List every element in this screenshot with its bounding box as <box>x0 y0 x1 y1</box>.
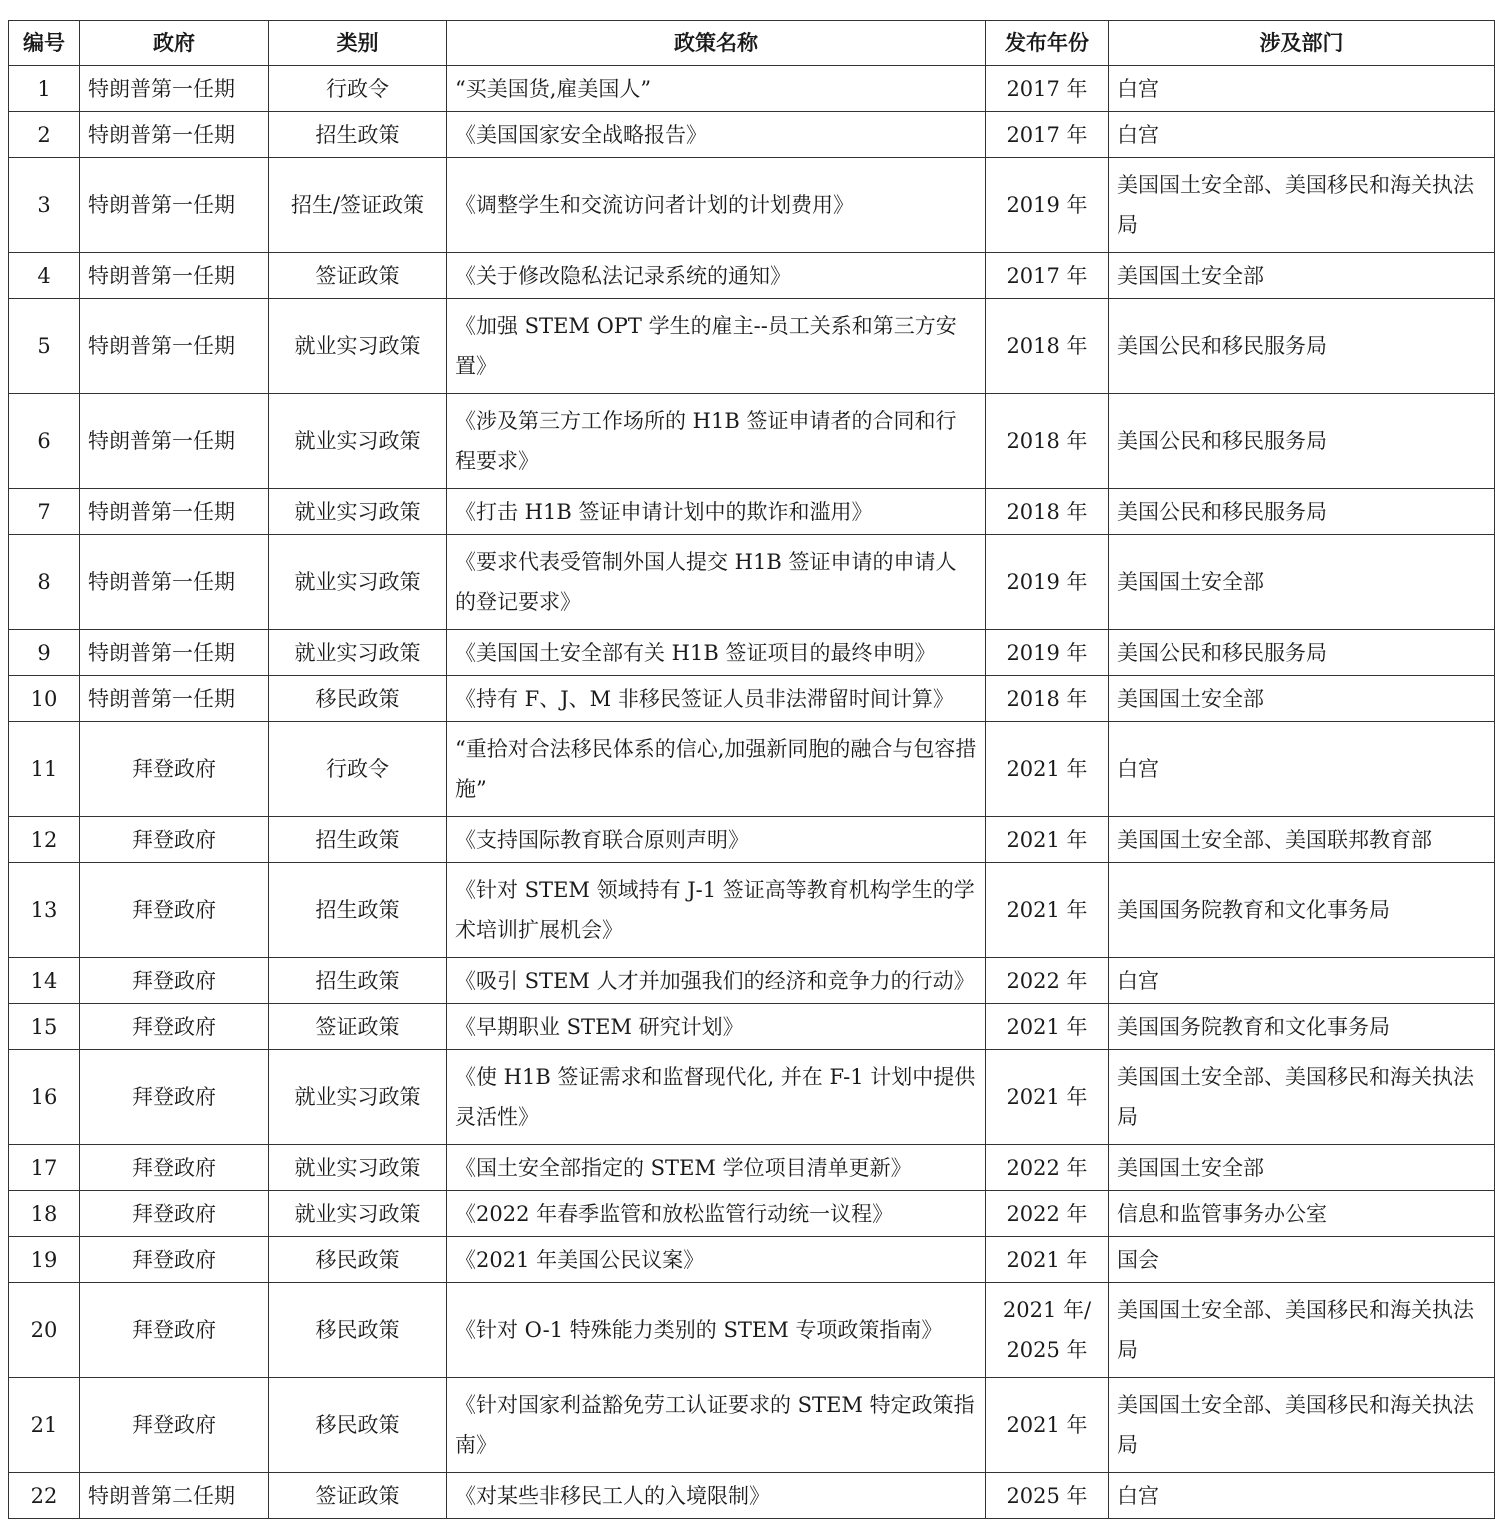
cell-policy-name: 《要求代表受管制外国人提交 H1B 签证申请的申请人的登记要求》 <box>447 535 986 630</box>
table-row <box>9 722 1495 817</box>
cell-category: 就业实习政策 <box>269 299 447 394</box>
cell-government: 拜登政府 <box>80 1378 269 1473</box>
cell-government: 拜登政府 <box>80 1191 269 1237</box>
cell-department: 白宫 <box>1109 722 1495 817</box>
cell-year: 2019 年 <box>986 158 1109 253</box>
cell-no: 1 <box>9 66 80 112</box>
cell-year: 2022 年 <box>986 958 1109 1004</box>
cell-government: 特朗普第一任期 <box>80 66 269 112</box>
cell-category: 行政令 <box>269 66 447 112</box>
cell-year: 2021 年 <box>986 1237 1109 1283</box>
cell-year: 2017 年 <box>986 112 1109 158</box>
cell-department: 美国国土安全部 <box>1109 676 1495 722</box>
cell-department: 美国国土安全部、美国移民和海关执法局 <box>1109 158 1495 253</box>
table-row <box>9 1191 1495 1237</box>
cell-department: 美国国土安全部 <box>1109 535 1495 630</box>
cell-category: 移民政策 <box>269 1378 447 1473</box>
cell-year: 2017 年 <box>986 66 1109 112</box>
cell-government: 拜登政府 <box>80 1283 269 1378</box>
cell-year: 2025 年 <box>986 1473 1109 1519</box>
cell-category: 就业实习政策 <box>269 1145 447 1191</box>
cell-policy-name: 《持有 F、J、M 非移民签证人员非法滞留时间计算》 <box>447 676 986 722</box>
cell-government: 拜登政府 <box>80 863 269 958</box>
cell-policy-name: 《支持国际教育联合原则声明》 <box>447 817 986 863</box>
table-row <box>9 630 1495 676</box>
cell-policy-name: “买美国货,雇美国人” <box>447 66 986 112</box>
cell-policy-name: 《针对国家利益豁免劳工认证要求的 STEM 特定政策指南》 <box>447 1378 986 1473</box>
table-row <box>9 394 1495 489</box>
cell-no: 2 <box>9 112 80 158</box>
cell-policy-name: 《调整学生和交流访问者计划的计划费用》 <box>447 158 986 253</box>
table-row <box>9 112 1495 158</box>
cell-category: 招生政策 <box>269 958 447 1004</box>
table-row <box>9 253 1495 299</box>
cell-year: 2017 年 <box>986 253 1109 299</box>
cell-no: 9 <box>9 630 80 676</box>
cell-government: 拜登政府 <box>80 817 269 863</box>
cell-year: 2019 年 <box>986 535 1109 630</box>
cell-category: 招生政策 <box>269 817 447 863</box>
cell-category: 招生/签证政策 <box>269 158 447 253</box>
cell-no: 5 <box>9 299 80 394</box>
cell-category: 移民政策 <box>269 1237 447 1283</box>
table-row <box>9 489 1495 535</box>
cell-category: 就业实习政策 <box>269 630 447 676</box>
header-year: 发布年份 <box>986 21 1109 66</box>
table-row <box>9 1145 1495 1191</box>
cell-government: 特朗普第一任期 <box>80 630 269 676</box>
table-row <box>9 863 1495 958</box>
cell-no: 4 <box>9 253 80 299</box>
table-row <box>9 817 1495 863</box>
cell-department: 美国公民和移民服务局 <box>1109 489 1495 535</box>
cell-department: 美国公民和移民服务局 <box>1109 630 1495 676</box>
cell-no: 22 <box>9 1473 80 1519</box>
cell-category: 就业实习政策 <box>269 535 447 630</box>
cell-category: 签证政策 <box>269 1473 447 1519</box>
table-row <box>9 158 1495 253</box>
cell-department: 白宫 <box>1109 958 1495 1004</box>
cell-department: 白宫 <box>1109 112 1495 158</box>
cell-no: 16 <box>9 1050 80 1145</box>
cell-department: 美国国土安全部、美国移民和海关执法局 <box>1109 1050 1495 1145</box>
header-no: 编号 <box>9 21 80 66</box>
cell-year: 2022 年 <box>986 1191 1109 1237</box>
cell-policy-name: “重拾对合法移民体系的信心,加强新同胞的融合与包容措施” <box>447 722 986 817</box>
cell-no: 6 <box>9 394 80 489</box>
cell-government: 特朗普第一任期 <box>80 489 269 535</box>
cell-policy-name: 《涉及第三方工作场所的 H1B 签证申请者的合同和行程要求》 <box>447 394 986 489</box>
cell-policy-name: 《加强 STEM OPT 学生的雇主--员工关系和第三方安置》 <box>447 299 986 394</box>
cell-policy-name: 《吸引 STEM 人才并加强我们的经济和竞争力的行动》 <box>447 958 986 1004</box>
cell-government: 拜登政府 <box>80 1145 269 1191</box>
cell-no: 19 <box>9 1237 80 1283</box>
cell-department: 美国公民和移民服务局 <box>1109 299 1495 394</box>
cell-category: 就业实习政策 <box>269 1191 447 1237</box>
cell-year: 2018 年 <box>986 299 1109 394</box>
cell-government: 特朗普第一任期 <box>80 394 269 489</box>
cell-government: 特朗普第一任期 <box>80 112 269 158</box>
cell-no: 20 <box>9 1283 80 1378</box>
cell-department: 美国公民和移民服务局 <box>1109 394 1495 489</box>
cell-department: 白宫 <box>1109 66 1495 112</box>
cell-department: 国会 <box>1109 1237 1495 1283</box>
cell-category: 招生政策 <box>269 863 447 958</box>
cell-policy-name: 《针对 STEM 领域持有 J-1 签证高等教育机构学生的学术培训扩展机会》 <box>447 863 986 958</box>
cell-department: 白宫 <box>1109 1473 1495 1519</box>
cell-no: 10 <box>9 676 80 722</box>
cell-department: 美国国土安全部 <box>1109 1145 1495 1191</box>
cell-category: 就业实习政策 <box>269 394 447 489</box>
cell-category: 招生政策 <box>269 112 447 158</box>
cell-no: 21 <box>9 1378 80 1473</box>
cell-year: 2019 年 <box>986 630 1109 676</box>
cell-policy-name: 《美国国家安全战略报告》 <box>447 112 986 158</box>
cell-year: 2021 年/ 2025 年 <box>986 1283 1109 1378</box>
cell-no: 11 <box>9 722 80 817</box>
cell-policy-name: 《关于修改隐私法记录系统的通知》 <box>447 253 986 299</box>
cell-policy-name: 《针对 O-1 特殊能力类别的 STEM 专项政策指南》 <box>447 1283 986 1378</box>
table-header-row <box>9 21 1495 66</box>
cell-policy-name: 《美国国土安全部有关 H1B 签证项目的最终申明》 <box>447 630 986 676</box>
table-row <box>9 958 1495 1004</box>
cell-no: 7 <box>9 489 80 535</box>
cell-no: 15 <box>9 1004 80 1050</box>
cell-year: 2021 年 <box>986 722 1109 817</box>
cell-government: 拜登政府 <box>80 1237 269 1283</box>
cell-government: 拜登政府 <box>80 1004 269 1050</box>
table-row <box>9 1050 1495 1145</box>
table-row <box>9 535 1495 630</box>
header-category: 类别 <box>269 21 447 66</box>
cell-year: 2021 年 <box>986 1378 1109 1473</box>
cell-no: 13 <box>9 863 80 958</box>
cell-year: 2021 年 <box>986 817 1109 863</box>
cell-no: 12 <box>9 817 80 863</box>
cell-department: 美国国土安全部、美国联邦教育部 <box>1109 817 1495 863</box>
cell-year: 2018 年 <box>986 489 1109 535</box>
cell-no: 3 <box>9 158 80 253</box>
cell-department: 美国国土安全部 <box>1109 253 1495 299</box>
cell-department: 美国国务院教育和文化事务局 <box>1109 1004 1495 1050</box>
cell-policy-name: 《打击 H1B 签证申请计划中的欺诈和滥用》 <box>447 489 986 535</box>
cell-government: 特朗普第一任期 <box>80 676 269 722</box>
cell-policy-name: 《早期职业 STEM 研究计划》 <box>447 1004 986 1050</box>
cell-policy-name: 《使 H1B 签证需求和监督现代化, 并在 F-1 计划中提供灵活性》 <box>447 1050 986 1145</box>
cell-category: 就业实习政策 <box>269 489 447 535</box>
header-government: 政府 <box>80 21 269 66</box>
cell-policy-name: 《2021 年美国公民议案》 <box>447 1237 986 1283</box>
table-row <box>9 1004 1495 1050</box>
table-row <box>9 1237 1495 1283</box>
cell-category: 移民政策 <box>269 1283 447 1378</box>
cell-policy-name: 《2022 年春季监管和放松监管行动统一议程》 <box>447 1191 986 1237</box>
cell-no: 18 <box>9 1191 80 1237</box>
cell-policy-name: 《国土安全部指定的 STEM 学位项目清单更新》 <box>447 1145 986 1191</box>
cell-year: 2021 年 <box>986 1004 1109 1050</box>
policy-table <box>8 20 1495 1519</box>
cell-category: 签证政策 <box>269 253 447 299</box>
table-row <box>9 66 1495 112</box>
cell-government: 特朗普第二任期 <box>80 1473 269 1519</box>
table-body <box>9 66 1495 1519</box>
cell-department: 美国国务院教育和文化事务局 <box>1109 863 1495 958</box>
cell-category: 签证政策 <box>269 1004 447 1050</box>
cell-category: 就业实习政策 <box>269 1050 447 1145</box>
cell-government: 拜登政府 <box>80 722 269 817</box>
cell-government: 特朗普第一任期 <box>80 535 269 630</box>
cell-year: 2021 年 <box>986 863 1109 958</box>
cell-year: 2021 年 <box>986 1050 1109 1145</box>
cell-department: 信息和监管事务办公室 <box>1109 1191 1495 1237</box>
table-row <box>9 1378 1495 1473</box>
table-row <box>9 299 1495 394</box>
header-policy-name: 政策名称 <box>447 21 986 66</box>
cell-category: 移民政策 <box>269 676 447 722</box>
table-row <box>9 676 1495 722</box>
cell-government: 拜登政府 <box>80 958 269 1004</box>
cell-year: 2018 年 <box>986 394 1109 489</box>
cell-year: 2018 年 <box>986 676 1109 722</box>
table-row <box>9 1283 1495 1378</box>
cell-government: 拜登政府 <box>80 1050 269 1145</box>
table-row <box>9 1473 1495 1519</box>
header-department: 涉及部门 <box>1109 21 1495 66</box>
cell-category: 行政令 <box>269 722 447 817</box>
cell-government: 特朗普第一任期 <box>80 158 269 253</box>
cell-policy-name: 《对某些非移民工人的入境限制》 <box>447 1473 986 1519</box>
cell-department: 美国国土安全部、美国移民和海关执法局 <box>1109 1378 1495 1473</box>
cell-no: 17 <box>9 1145 80 1191</box>
cell-government: 特朗普第一任期 <box>80 299 269 394</box>
cell-government: 特朗普第一任期 <box>80 253 269 299</box>
cell-year: 2022 年 <box>986 1145 1109 1191</box>
cell-no: 8 <box>9 535 80 630</box>
cell-no: 14 <box>9 958 80 1004</box>
cell-department: 美国国土安全部、美国移民和海关执法局 <box>1109 1283 1495 1378</box>
